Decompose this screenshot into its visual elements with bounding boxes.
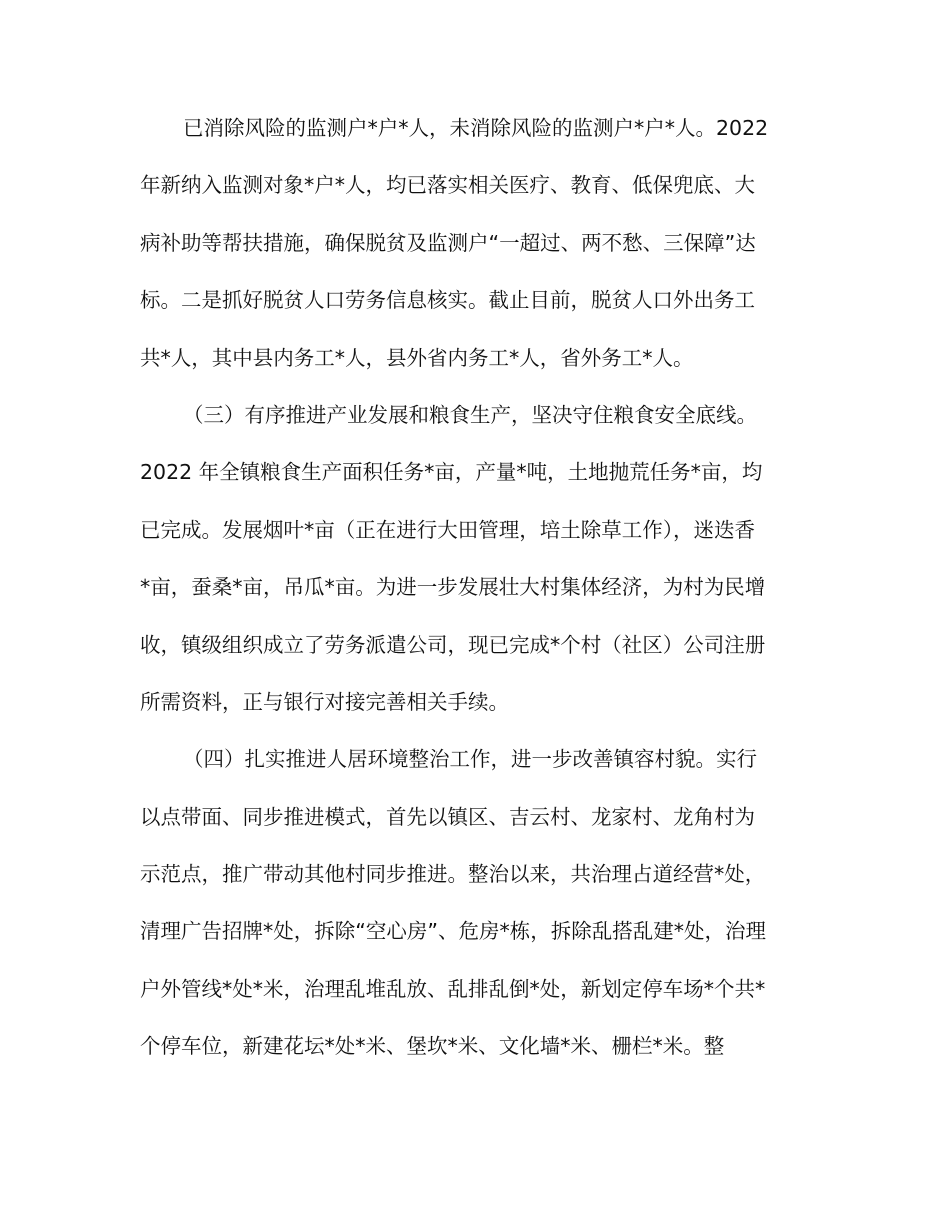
text-line: 共*人，其中县内务工*人，县外省内务工*人，省外务工*人。 [140,345,694,370]
text-line: （四）扎实推进人居环境整治工作，进一步改善镇容村貌。实行 [183,747,757,772]
text-line: 已消除风险的监测户*户*人，未消除风险的监测户*户*人。2022 [183,116,769,140]
text-line: 收，镇级组织成立了劳务派遣公司，现已完成*个村（社区）公司注册 [140,632,766,657]
text-line: 以点带面、同步推进模式，首先以镇区、吉云村、龙家村、龙角村为 [140,804,755,829]
text-line: 清理广告招牌*处，拆除“空心房”、危房*栋，拆除乱搭乱建*处，治理 [140,919,766,944]
text-line: 2022 年全镇粮食生产面积任务*亩，产量*吨，土地抛荒任务*亩，均 [140,460,763,485]
text-line: 标。二是抓好脱贫人口劳务信息核实。截止目前，脱贫人口外出务工 [140,288,755,313]
text-line: 已完成。发展烟叶*亩（正在进行大田管理，培土除草工作），迷迭香 [140,517,755,542]
document-body [140,108,808,1084]
text-line: 户外管线*处*米，治理乱堆乱放、乱排乱倒*处，新划定停车场*个共* [140,976,766,1001]
text-line: 年新纳入监测对象*户*人，均已落实相关医疗、教育、低保兜底、大 [140,173,755,198]
text-line: 示范点，推广带动其他村同步推进。整治以来，共治理占道经营*处， [140,862,766,887]
text-line: 病补助等帮扶措施，确保脱贫及监测户“一超过、两不愁、三保障”达 [140,230,756,255]
text-line: 所需资料，正与银行对接完善相关手续。 [140,689,509,714]
text-line: 个停车位，新建花坛*处*米、堡坎*米、文化墙*米、栅栏*米。整 [140,1034,725,1059]
text-line: （三）有序推进产业发展和粮食生产，坚决守住粮食安全底线。 [183,402,757,427]
text-line: *亩，蚕桑*亩，吊瓜*亩。为进一步发展壮大村集体经济，为村为民增 [140,575,766,600]
